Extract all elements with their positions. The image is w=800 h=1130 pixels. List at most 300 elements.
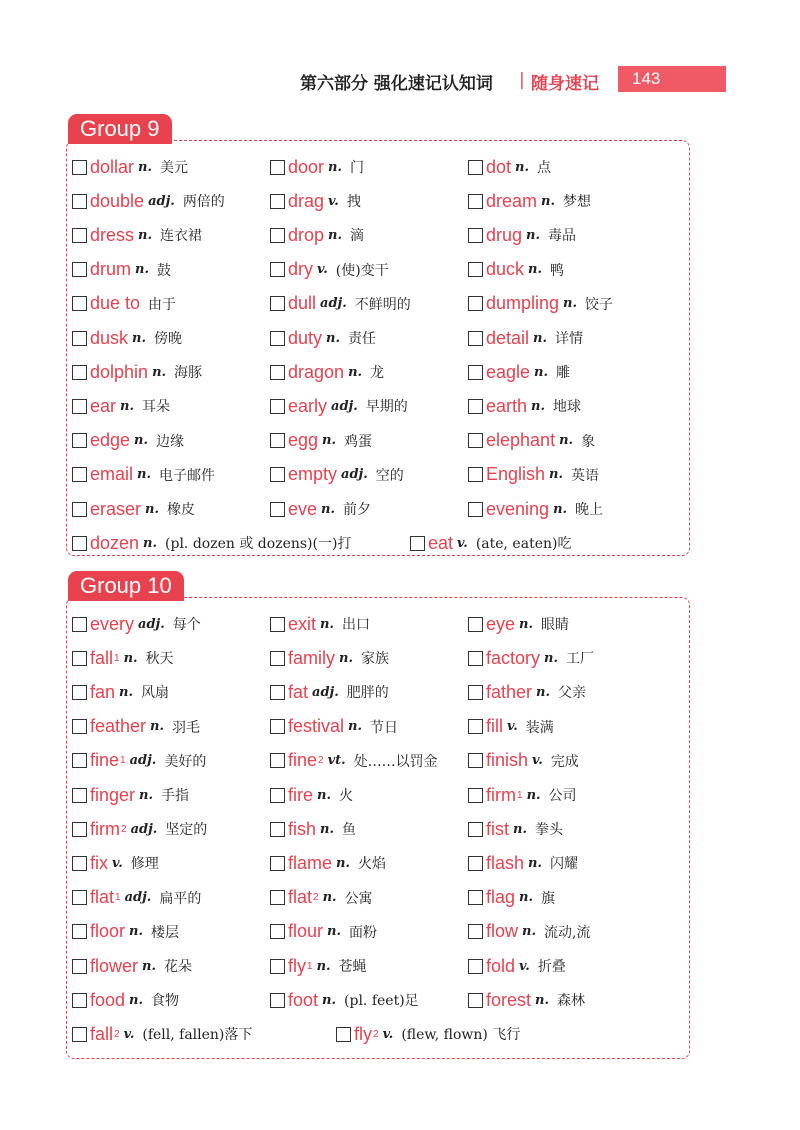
checkbox[interactable]	[72, 433, 87, 448]
checkbox[interactable]	[270, 262, 285, 277]
definition: 父亲	[558, 685, 587, 702]
part-of-speech: n.	[536, 684, 551, 700]
vocab-word: email	[90, 464, 134, 485]
checkbox[interactable]	[72, 788, 87, 803]
vocab-entry	[468, 496, 603, 522]
part-of-speech: n.	[528, 855, 543, 871]
definition: 食物	[151, 993, 180, 1010]
checkbox[interactable]	[72, 651, 87, 666]
vocab-word: food	[90, 989, 126, 1010]
checkbox[interactable]	[270, 651, 285, 666]
checkbox[interactable]	[72, 890, 87, 905]
checkbox[interactable]	[410, 536, 425, 551]
definition: 节日	[370, 719, 399, 736]
checkbox[interactable]	[468, 993, 483, 1008]
checkbox[interactable]	[336, 1027, 351, 1042]
checkbox[interactable]	[270, 502, 285, 517]
part-of-speech: n.	[317, 787, 331, 803]
vocab-entry	[270, 222, 364, 248]
vocab-word: exit	[288, 613, 317, 634]
definition: 公寓	[344, 890, 373, 907]
definition: 美好的	[164, 753, 207, 770]
checkbox[interactable]	[468, 719, 483, 734]
vocab-entry	[270, 611, 370, 637]
part-of-speech: n.	[553, 501, 568, 517]
checkbox[interactable]	[72, 856, 87, 871]
vocab-word: dress	[90, 224, 135, 245]
part-of-speech: n.	[513, 821, 527, 837]
definition: 火	[339, 788, 353, 804]
definition: 完成	[550, 753, 579, 770]
vocab-word: firm	[486, 784, 516, 805]
vocab-word: fall	[90, 647, 114, 668]
part-of-speech: n.	[119, 684, 134, 700]
vocab-entry	[270, 428, 372, 454]
checkbox[interactable]	[270, 993, 285, 1008]
checkbox[interactable]	[468, 685, 483, 700]
vocab-entry	[72, 679, 169, 705]
checkbox[interactable]	[468, 262, 483, 277]
part-of-speech: n.	[316, 958, 331, 974]
part-of-speech: n.	[123, 650, 138, 666]
definition: 鱼	[342, 822, 356, 839]
vocab-entry	[468, 291, 613, 317]
vocab-entry	[72, 291, 176, 317]
vocab-word: drag	[288, 190, 325, 211]
definition: 由于	[148, 296, 177, 313]
checkbox[interactable]	[468, 467, 483, 482]
part-of-speech: v.	[328, 193, 339, 209]
vocab-entry	[270, 850, 386, 876]
vocab-word: flame	[288, 852, 333, 873]
vocab-entry	[468, 154, 551, 180]
checkbox[interactable]	[72, 924, 87, 939]
definition: 不鲜明的	[354, 296, 411, 313]
vocab-word: evening	[486, 498, 550, 519]
vocab-word: fold	[486, 955, 516, 976]
vocab-word: English	[486, 464, 546, 485]
vocab-word: eve	[288, 498, 318, 519]
vocab-word: fall	[90, 1023, 114, 1044]
vocab-word: dolphin	[90, 361, 149, 382]
part-of-speech: n.	[320, 616, 334, 632]
part-of-speech: v.	[457, 535, 468, 551]
part-of-speech: n.	[143, 535, 158, 551]
vocab-word: double	[90, 190, 145, 211]
part-of-speech: n.	[322, 433, 337, 449]
part-of-speech: adj.	[341, 467, 368, 483]
checkbox[interactable]	[468, 228, 483, 243]
vocab-word: flow	[486, 921, 519, 942]
vocab-word: finger	[90, 784, 136, 805]
part-of-speech: n.	[328, 227, 343, 243]
definition: 扁平的	[159, 890, 202, 907]
vocab-entry	[72, 748, 206, 774]
checkbox[interactable]	[72, 685, 87, 700]
checkbox[interactable]	[72, 194, 87, 209]
part-of-speech: n.	[327, 924, 341, 940]
vocab-word: edge	[90, 430, 131, 451]
checkbox[interactable]	[270, 685, 285, 700]
checkbox[interactable]	[270, 856, 285, 871]
checkbox[interactable]	[72, 719, 87, 734]
checkbox[interactable]	[468, 160, 483, 175]
vocab-entry	[468, 748, 579, 774]
vocab-entry	[270, 188, 361, 214]
part-of-speech: n.	[322, 992, 337, 1008]
checkbox[interactable]	[468, 753, 483, 768]
definition: 详情	[555, 331, 584, 347]
checkbox[interactable]	[270, 399, 285, 414]
part-of-speech: v.	[123, 1026, 135, 1042]
part-of-speech: adj.	[148, 193, 175, 209]
vocab-word: earth	[486, 395, 528, 416]
definition: 家族	[361, 651, 389, 668]
part-of-speech: n.	[139, 787, 154, 803]
definition: 装满	[525, 719, 554, 736]
vocab-entry	[72, 782, 189, 808]
definition: 滴	[350, 228, 365, 245]
part-of-speech: n.	[137, 467, 151, 483]
part-of-speech: n.	[515, 159, 530, 175]
vocab-entry	[72, 462, 215, 488]
definition: 修理	[130, 856, 159, 873]
part-of-speech: adj.	[320, 296, 347, 312]
checkbox[interactable]	[72, 959, 87, 974]
checkbox[interactable]	[72, 228, 87, 243]
vocab-entry	[72, 188, 225, 214]
vocab-word: eye	[486, 613, 516, 634]
vocab-entry	[468, 645, 594, 671]
vocab-word: elephant	[486, 430, 556, 451]
definition: 风扇	[141, 685, 170, 702]
part-of-speech: n.	[120, 398, 134, 414]
part-of-speech: n.	[328, 159, 343, 175]
vocab-word: detail	[486, 327, 530, 348]
vocab-word: dragon	[288, 361, 345, 382]
definition: (fell, fallen)落下	[142, 1027, 253, 1044]
checkbox[interactable]	[270, 194, 285, 209]
vocab-word: egg	[288, 430, 319, 451]
vocab-word: ear	[90, 395, 117, 416]
checkbox[interactable]	[270, 753, 285, 768]
definition: 傍晚	[154, 331, 183, 347]
vocab-entry	[72, 428, 184, 454]
part-of-speech: n.	[535, 992, 550, 1008]
vocab-entry	[270, 714, 398, 740]
definition: 苍蝇	[338, 959, 367, 975]
vocab-entry	[72, 359, 202, 385]
definition: 折叠	[537, 959, 566, 975]
vocab-word: early	[288, 395, 328, 416]
vocab-entry	[468, 850, 578, 876]
definition: 橡皮	[167, 502, 196, 518]
definition: 楼层	[151, 924, 179, 941]
vocab-word: floor	[90, 921, 126, 942]
vocab-entry	[270, 919, 377, 945]
vocab-entry	[270, 462, 404, 488]
vocab-word: dry	[288, 259, 314, 280]
vocab-entry	[468, 257, 564, 283]
part-of-speech: n.	[320, 821, 334, 837]
definition: 鼓	[157, 262, 171, 279]
part-of-speech: n.	[533, 330, 548, 346]
definition: 梦想	[563, 194, 592, 211]
vocab-entry	[270, 748, 438, 774]
word-superscript: 1	[115, 892, 121, 904]
vocab-word: dream	[486, 190, 538, 211]
definition: 饺子	[585, 296, 614, 313]
definition: 拳头	[535, 822, 563, 839]
vocab-entry	[270, 257, 389, 283]
vocab-word: feather	[90, 716, 147, 737]
vocab-entry	[270, 885, 373, 911]
definition: 面粉	[349, 924, 377, 941]
vocab-entry	[468, 987, 585, 1013]
definition: 空的	[375, 467, 404, 484]
part-of-speech: n.	[348, 719, 363, 735]
checkbox[interactable]	[270, 160, 285, 175]
part-of-speech: adj.	[138, 616, 165, 632]
vocab-entry	[72, 885, 201, 911]
definition: 耳朵	[142, 399, 170, 416]
part-of-speech: n.	[348, 364, 363, 380]
definition: 流动,流	[544, 924, 591, 941]
checkbox[interactable]	[270, 719, 285, 734]
definition: 龙	[370, 365, 385, 382]
vocab-word: fill	[486, 716, 503, 737]
vocab-word: drum	[90, 259, 132, 280]
checkbox[interactable]	[72, 331, 87, 346]
vocab-word: father	[486, 681, 533, 702]
part-of-speech: n.	[544, 650, 559, 666]
part-of-speech: n.	[522, 924, 536, 940]
vocab-entry	[336, 1021, 520, 1047]
vocab-entry	[270, 987, 419, 1013]
checkbox[interactable]	[72, 160, 87, 175]
checkbox[interactable]	[270, 924, 285, 939]
vocab-entry	[72, 850, 159, 876]
part-of-speech: v.	[532, 753, 543, 769]
vocab-entry	[410, 530, 571, 556]
vocab-word: forest	[486, 989, 532, 1010]
definition: 两倍的	[182, 194, 225, 211]
definition: 拽	[346, 194, 361, 211]
part-of-speech: n.	[132, 330, 147, 346]
checkbox[interactable]	[72, 1027, 87, 1042]
vocab-entry	[468, 611, 569, 637]
checkbox[interactable]	[270, 228, 285, 243]
definition: 眼睛	[541, 617, 570, 633]
page-number-box	[618, 66, 726, 92]
vocab-entry	[270, 816, 356, 842]
vocab-entry	[72, 154, 188, 180]
part-of-speech: n.	[519, 890, 534, 906]
definition: 象	[581, 433, 596, 450]
word-superscript: 1	[517, 789, 523, 801]
vocab-entry	[270, 953, 367, 979]
part-of-speech: v.	[519, 958, 530, 974]
vocab-entry	[270, 154, 364, 180]
vocab-entry	[72, 919, 179, 945]
part-of-speech: n.	[534, 364, 549, 380]
checkbox[interactable]	[270, 822, 285, 837]
definition: 旗	[541, 890, 556, 907]
vocab-word: flag	[486, 887, 516, 908]
part-of-speech: n.	[526, 787, 541, 803]
checkbox[interactable]	[468, 365, 483, 380]
vocab-word: dollar	[90, 156, 135, 177]
vocab-entry	[72, 393, 170, 419]
vocab-entry	[72, 496, 195, 522]
definition: 鸡蛋	[344, 433, 373, 450]
checkbox[interactable]	[270, 959, 285, 974]
vocab-word: flour	[288, 921, 324, 942]
checkbox[interactable]	[468, 296, 483, 311]
definition: (ate, eaten)吃	[475, 536, 572, 553]
checkbox[interactable]	[468, 822, 483, 837]
vocab-word: duty	[288, 327, 323, 348]
vocab-entry	[270, 496, 371, 522]
checkbox[interactable]	[468, 399, 483, 414]
checkbox[interactable]	[72, 467, 87, 482]
part-of-speech: n.	[322, 890, 337, 906]
checkbox[interactable]	[270, 433, 285, 448]
vocab-word: flash	[486, 852, 525, 873]
checkbox[interactable]	[72, 993, 87, 1008]
vocab-word: family	[288, 647, 336, 668]
definition: 工厂	[566, 651, 595, 668]
checkbox[interactable]	[72, 399, 87, 414]
checkbox[interactable]	[270, 890, 285, 905]
vocab-word: fat	[288, 681, 309, 702]
vocab-entry	[270, 679, 389, 705]
vocab-entry	[468, 714, 554, 740]
checkbox[interactable]	[468, 194, 483, 209]
checkbox[interactable]	[468, 856, 483, 871]
vocab-entry	[72, 222, 202, 248]
vocab-entry	[270, 325, 376, 351]
checkbox[interactable]	[270, 467, 285, 482]
checkbox[interactable]	[72, 502, 87, 517]
part-of-speech: n.	[145, 501, 160, 517]
vocab-word: every	[90, 613, 135, 634]
definition: 毒品	[548, 228, 577, 245]
vocab-entry	[72, 611, 201, 637]
definition: (pl. dozen 或 dozens)(一)打	[165, 536, 352, 553]
vocab-word: eagle	[486, 361, 531, 382]
part-of-speech: n.	[326, 330, 341, 346]
definition: 每个	[172, 617, 201, 633]
word-superscript: 1	[120, 755, 126, 767]
checkbox[interactable]	[270, 331, 285, 346]
checkbox[interactable]	[72, 617, 87, 632]
part-of-speech: v.	[382, 1026, 394, 1042]
vocab-entry	[270, 645, 389, 671]
checkbox[interactable]	[270, 365, 285, 380]
checkbox[interactable]	[468, 959, 483, 974]
definition: 海豚	[174, 365, 203, 382]
part-of-speech: adj.	[129, 753, 157, 769]
vocab-word: fix	[90, 852, 108, 873]
definition: 羽毛	[172, 719, 201, 736]
definition: 地球	[553, 399, 582, 416]
vocab-word: finish	[486, 750, 529, 771]
checkbox[interactable]	[468, 331, 483, 346]
vocab-entry	[72, 257, 171, 283]
part-of-speech: n.	[138, 159, 153, 175]
definition: 闪耀	[550, 856, 579, 873]
checkbox[interactable]	[270, 296, 285, 311]
checkbox[interactable]	[468, 651, 483, 666]
part-of-speech: n.	[526, 227, 541, 243]
checkbox[interactable]	[72, 365, 87, 380]
checkbox[interactable]	[468, 890, 483, 905]
vocab-word: eraser	[90, 498, 142, 519]
checkbox[interactable]	[270, 617, 285, 632]
vocab-word: door	[288, 156, 325, 177]
vocab-word: factory	[486, 647, 541, 668]
vocab-entry	[468, 325, 583, 351]
word-superscript: 2	[318, 755, 324, 767]
checkbox[interactable]	[468, 924, 483, 939]
definition: 晚上	[575, 502, 604, 518]
vocab-entry	[468, 428, 595, 454]
part-of-speech: v.	[112, 855, 123, 871]
vocab-word: fine	[288, 750, 318, 771]
definition: 责任	[348, 331, 377, 347]
definition: 连衣裙	[160, 228, 202, 245]
word-superscript: 2	[121, 823, 127, 835]
checkbox[interactable]	[72, 296, 87, 311]
checkbox[interactable]	[72, 822, 87, 837]
vocab-word: drop	[288, 224, 325, 245]
checkbox[interactable]	[468, 433, 483, 448]
definition: 早期的	[365, 399, 408, 416]
definition: 鸭	[550, 262, 565, 279]
vocab-word: drug	[486, 224, 523, 245]
vocab-word: festival	[288, 716, 345, 737]
page-number: 143	[632, 69, 661, 88]
vocab-entry	[468, 782, 577, 808]
part-of-speech: vt.	[327, 753, 346, 769]
checkbox[interactable]	[72, 262, 87, 277]
part-of-speech: adj.	[331, 398, 358, 414]
part-of-speech: n.	[135, 262, 149, 278]
part-of-speech: n.	[559, 433, 574, 449]
word-superscript: 1	[114, 652, 120, 664]
definition: 美元	[160, 160, 189, 176]
definition: 处……以罚金	[353, 753, 438, 770]
group-9-title: Group 9	[68, 114, 172, 144]
definition: 边缘	[156, 433, 185, 450]
checkbox[interactable]	[72, 753, 87, 768]
vocab-word: firm	[90, 818, 120, 839]
part-of-speech: n.	[150, 719, 165, 735]
vocab-entry	[270, 291, 411, 317]
checkbox[interactable]	[468, 502, 483, 517]
vocab-word: dozen	[90, 532, 140, 553]
part-of-speech: n.	[549, 467, 564, 483]
vocab-word: duck	[486, 259, 525, 280]
vocab-entry	[72, 714, 200, 740]
group-10-title: Group 10	[68, 571, 184, 601]
checkbox[interactable]	[270, 788, 285, 803]
word-superscript: 2	[313, 892, 319, 904]
checkbox[interactable]	[72, 536, 87, 551]
checkbox[interactable]	[468, 788, 483, 803]
checkbox[interactable]	[468, 617, 483, 632]
